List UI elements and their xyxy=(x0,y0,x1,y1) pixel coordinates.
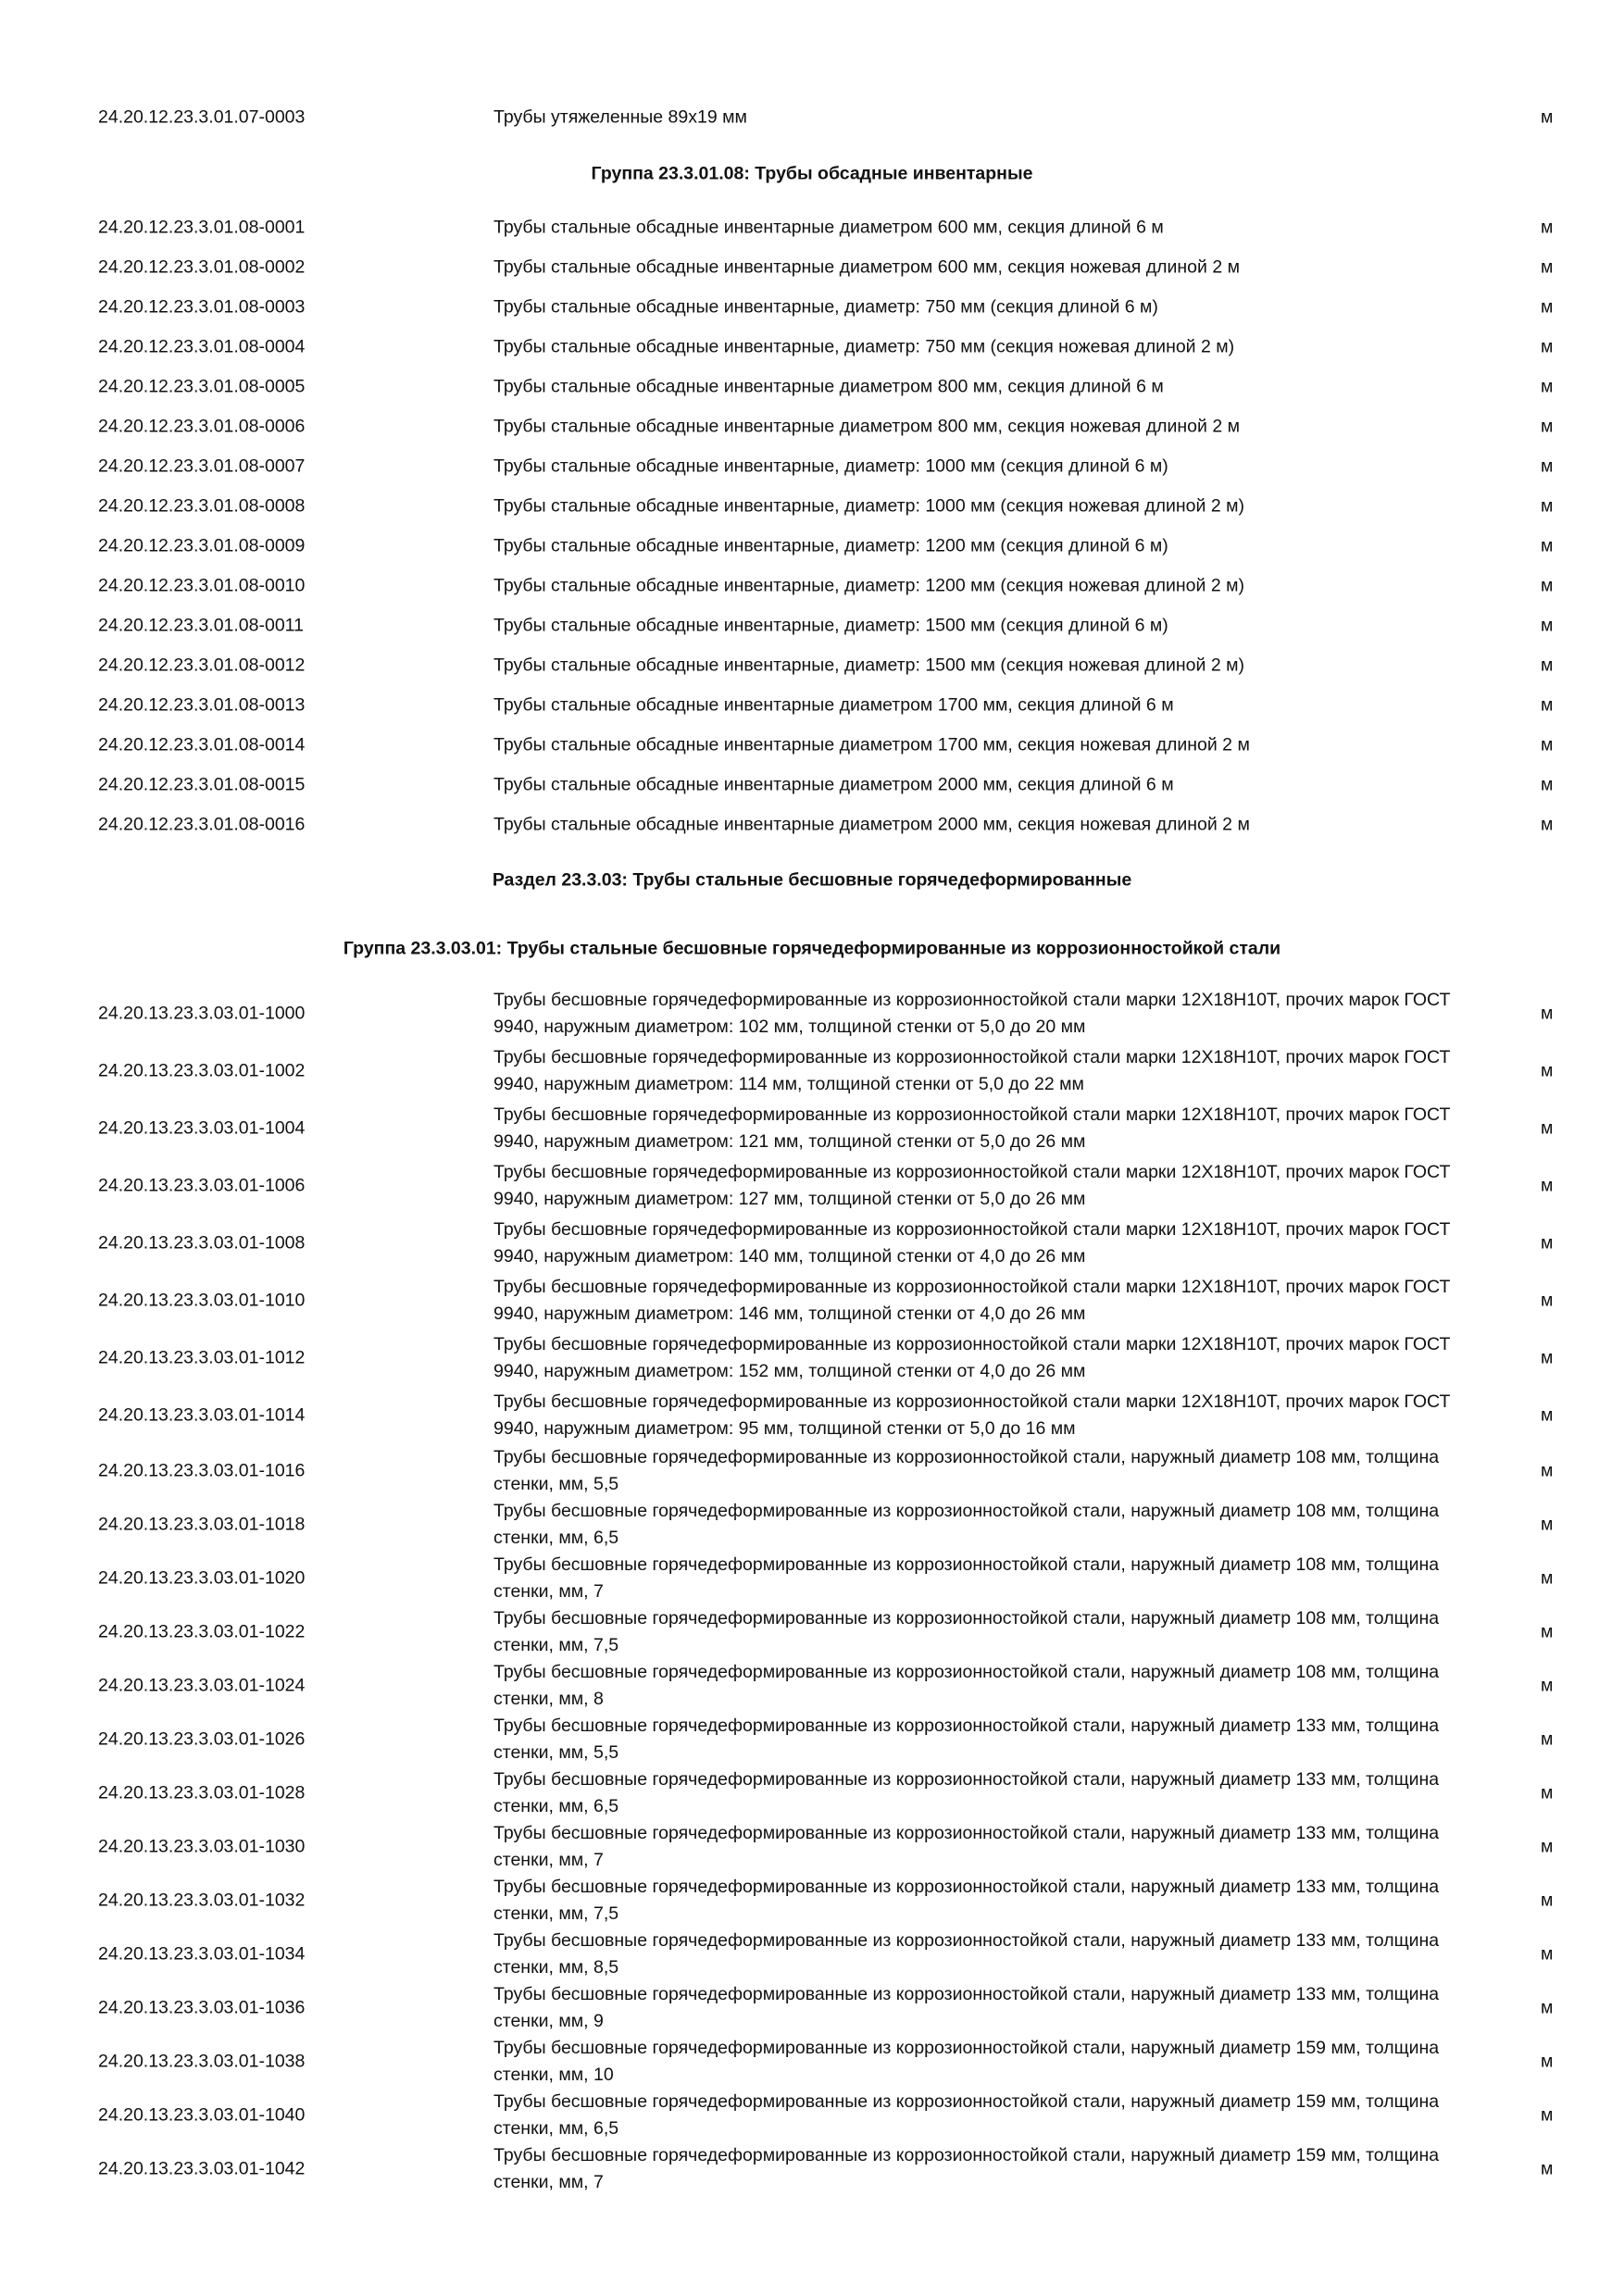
row-unit: м xyxy=(1541,1782,1554,1803)
table-row xyxy=(0,1605,1624,1659)
table-row xyxy=(0,987,1624,1041)
row-code: 24.20.12.23.3.01.08-0004 xyxy=(98,336,306,357)
row-unit: м xyxy=(1541,1404,1554,1426)
row-name: Трубы бесшовные горячедеформированные из коррозионностойкой стали, наружный диаметр 108 мм, толщина стенки, мм, 7,5 xyxy=(493,1608,1440,1655)
row-unit: м xyxy=(1541,376,1554,397)
row-code: 24.20.12.23.3.01.08-0001 xyxy=(98,217,306,238)
row-code: 24.20.12.23.3.01.08-0015 xyxy=(98,774,306,795)
table-row xyxy=(0,293,1624,321)
row-unit: м xyxy=(1541,734,1554,755)
row-unit: м xyxy=(1541,1890,1554,1911)
row-name: Трубы бесшовные горячедеформированные из коррозионностойкой стали марки 12Х18Н10Т, прочих марок ГОСТ 9940, наружным диаметром: 146 мм, толщиной стенки от 4,0 до 26 мм xyxy=(493,1277,1451,1324)
table-row xyxy=(0,453,1624,480)
row-code: 24.20.13.23.3.03.01-1006 xyxy=(98,1175,306,1196)
row-code: 24.20.13.23.3.03.01-1042 xyxy=(98,2158,306,2179)
row-unit: м xyxy=(1541,416,1554,437)
row-unit: м xyxy=(1541,694,1554,716)
row-name: Трубы утяжеленные 89х19 мм xyxy=(493,106,747,128)
group-heading-0108: Группа 23.3.01.08: Трубы обсадные инвентарные xyxy=(591,163,1033,184)
row-code: 24.20.13.23.3.03.01-1024 xyxy=(98,1675,306,1696)
row-unit: м xyxy=(1541,1347,1554,1368)
row-unit: м xyxy=(1541,535,1554,556)
row-code: 24.20.13.23.3.03.01-1004 xyxy=(98,1117,306,1139)
row-unit: м xyxy=(1541,106,1554,128)
row-code: 24.20.13.23.3.03.01-1022 xyxy=(98,1621,306,1642)
row-code: 24.20.12.23.3.01.08-0003 xyxy=(98,296,306,318)
row-unit: м xyxy=(1541,655,1554,676)
table-row xyxy=(0,104,1624,131)
table-row xyxy=(0,1874,1624,1928)
row-name: Трубы бесшовные горячедеформированные из коррозионностойкой стали, наружный диаметр 159 мм, толщина стенки, мм, 10 xyxy=(493,2038,1440,2085)
row-unit: м xyxy=(1541,814,1554,835)
row-code: 24.20.12.23.3.01.08-0016 xyxy=(98,814,306,835)
row-name: Трубы бесшовные горячедеформированные из коррозионностойкой стали, наружный диаметр 133 мм, толщина стенки, мм, 9 xyxy=(493,1984,1440,2031)
row-code: 24.20.13.23.3.03.01-1038 xyxy=(98,2051,306,2072)
table-row xyxy=(0,731,1624,759)
row-name: Трубы бесшовные горячедеформированные из коррозионностойкой стали марки 12Х18Н10Т, прочих марок ГОСТ 9940, наружным диаметром: 127 мм, толщиной стенки от 5,0 до 26 мм xyxy=(493,1162,1451,1209)
table-row xyxy=(0,1274,1624,1328)
row-code: 24.20.13.23.3.03.01-1008 xyxy=(98,1232,306,1254)
table-row xyxy=(0,1044,1624,1098)
row-code: 24.20.13.23.3.03.01-1020 xyxy=(98,1567,306,1589)
row-unit: м xyxy=(1541,1117,1554,1139)
row-name: Трубы бесшовные горячедеформированные из коррозионностойкой стали, наружный диаметр 133 мм, толщина стенки, мм, 7 xyxy=(493,1823,1440,1870)
row-code: 24.20.13.23.3.03.01-1040 xyxy=(98,2104,306,2126)
row-name: Трубы бесшовные горячедеформированные из коррозионностойкой стали, наружный диаметр 159 мм, толщина стенки, мм, 7 xyxy=(493,2145,1440,2192)
row-code: 24.20.12.23.3.01.08-0002 xyxy=(98,256,306,278)
row-name: Трубы стальные обсадные инвентарные, диаметр: 750 мм (секция ножевая длиной 2 м) xyxy=(493,336,1235,357)
row-code: 24.20.12.23.3.01.08-0012 xyxy=(98,655,306,676)
row-code: 24.20.13.23.3.03.01-1010 xyxy=(98,1290,306,1311)
row-code: 24.20.13.23.3.03.01-1000 xyxy=(98,1003,306,1024)
row-code: 24.20.12.23.3.01.08-0006 xyxy=(98,416,306,437)
row-code: 24.20.13.23.3.03.01-1002 xyxy=(98,1060,306,1081)
table-row xyxy=(0,254,1624,281)
table-row xyxy=(0,1820,1624,1874)
table-row xyxy=(0,572,1624,600)
row-unit: м xyxy=(1541,1232,1554,1254)
table-row xyxy=(0,1713,1624,1766)
row-unit: м xyxy=(1541,1460,1554,1481)
row-name: Трубы стальные обсадные инвентарные диаметром 1700 мм, секция ножевая длиной 2 м xyxy=(493,734,1250,755)
row-unit: м xyxy=(1541,455,1554,477)
table-row xyxy=(0,1928,1624,1981)
table-row xyxy=(0,1498,1624,1552)
table-row xyxy=(0,1981,1624,2035)
group-heading-230301: Группа 23.3.03.01: Трубы стальные бесшовные горячедеформированные из коррозионностойкой стали xyxy=(343,938,1281,959)
row-unit: м xyxy=(1541,1728,1554,1750)
table-row xyxy=(0,771,1624,799)
row-code: 24.20.12.23.3.01.08-0008 xyxy=(98,495,306,517)
row-code: 24.20.13.23.3.03.01-1016 xyxy=(98,1460,306,1481)
section-heading-2303: Раздел 23.3.03: Трубы стальные бесшовные горячедеформированные xyxy=(492,869,1132,891)
row-unit: м xyxy=(1541,2104,1554,2126)
row-name: Трубы стальные обсадные инвентарные, диаметр: 1200 мм (секция длиной 6 м) xyxy=(493,535,1168,556)
row-name: Трубы стальные обсадные инвентарные диаметром 600 мм, секция длиной 6 м xyxy=(493,217,1164,238)
row-name: Трубы бесшовные горячедеформированные из коррозионностойкой стали марки 12Х18Н10Т, прочих марок ГОСТ 9940, наружным диаметром: 121 мм, толщиной стенки от 5,0 до 26 мм xyxy=(493,1104,1451,1152)
row-code: 24.20.13.23.3.03.01-1014 xyxy=(98,1404,306,1426)
row-name: Трубы стальные обсадные инвентарные, диаметр: 1000 мм (секция длиной 6 м) xyxy=(493,455,1168,477)
row-name: Трубы бесшовные горячедеформированные из коррозионностойкой стали марки 12Х18Н10Т, прочих марок ГОСТ 9940, наружным диаметром: 95 мм, толщиной стенки от 5,0 до 16 мм xyxy=(493,1391,1451,1439)
row-unit: м xyxy=(1541,495,1554,517)
row-name: Трубы стальные обсадные инвентарные диаметром 800 мм, секция ножевая длиной 2 м xyxy=(493,416,1241,437)
row-name: Трубы бесшовные горячедеформированные из коррозионностойкой стали марки 12Х18Н10Т, прочих марок ГОСТ 9940, наружным диаметром: 152 мм, толщиной стенки от 4,0 до 26 мм xyxy=(493,1334,1451,1381)
table-row xyxy=(0,1217,1624,1270)
row-unit: м xyxy=(1541,336,1554,357)
row-unit: м xyxy=(1541,1997,1554,2018)
row-unit: м xyxy=(1541,615,1554,636)
row-unit: м xyxy=(1541,774,1554,795)
row-name: Трубы бесшовные горячедеформированные из коррозионностойкой стали марки 12Х18Н10Т, прочих марок ГОСТ 9940, наружным диаметром: 140 мм, толщиной стенки от 4,0 до 26 мм xyxy=(493,1219,1451,1267)
row-code: 24.20.12.23.3.01.08-0011 xyxy=(98,615,304,636)
table-row xyxy=(0,493,1624,520)
row-name: Трубы стальные обсадные инвентарные, диаметр: 1000 мм (секция ножевая длиной 2 м) xyxy=(493,495,1245,517)
row-code: 24.20.12.23.3.01.08-0007 xyxy=(98,455,306,477)
row-name: Трубы стальные обсадные инвентарные, диаметр: 750 мм (секция длиной 6 м) xyxy=(493,296,1158,318)
row-name: Трубы бесшовные горячедеформированные из коррозионностойкой стали, наружный диаметр 108 мм, толщина стенки, мм, 7 xyxy=(493,1554,1440,1602)
table-row xyxy=(0,612,1624,640)
row-name: Трубы стальные обсадные инвентарные, диаметр: 1500 мм (секция длиной 6 м) xyxy=(493,615,1168,636)
row-name: Трубы бесшовные горячедеформированные из коррозионностойкой стали, наружный диаметр 133 мм, толщина стенки, мм, 5,5 xyxy=(493,1716,1440,1763)
row-code: 24.20.13.23.3.03.01-1026 xyxy=(98,1728,306,1750)
row-unit: м xyxy=(1541,1567,1554,1589)
row-code: 24.20.12.23.3.01.08-0009 xyxy=(98,535,306,556)
table-row xyxy=(0,652,1624,680)
row-unit: м xyxy=(1541,2051,1554,2072)
table-row xyxy=(0,413,1624,441)
row-name: Трубы бесшовные горячедеформированные из коррозионностойкой стали марки 12Х18Н10Т, прочих марок ГОСТ 9940, наружным диаметром: 102 мм, толщиной стенки от 5,0 до 20 мм xyxy=(493,990,1451,1037)
row-code: 24.20.12.23.3.01.08-0010 xyxy=(98,575,306,596)
table-row xyxy=(0,1444,1624,1498)
row-name: Трубы стальные обсадные инвентарные, диаметр: 1200 мм (секция ножевая длиной 2 м) xyxy=(493,575,1245,596)
row-name: Трубы стальные обсадные инвентарные диаметром 800 мм, секция длиной 6 м xyxy=(493,376,1164,397)
row-name: Трубы бесшовные горячедеформированные из коррозионностойкой стали марки 12Х18Н10Т, прочих марок ГОСТ 9940, наружным диаметром: 114 мм, толщиной стенки от 5,0 до 22 мм xyxy=(493,1047,1451,1094)
row-unit: м xyxy=(1541,1675,1554,1696)
row-code: 24.20.13.23.3.03.01-1032 xyxy=(98,1890,306,1911)
table-row xyxy=(0,333,1624,361)
row-unit: м xyxy=(1541,296,1554,318)
table-row xyxy=(0,2089,1624,2142)
row-code: 24.20.12.23.3.01.07-0003 xyxy=(98,106,306,128)
row-unit: м xyxy=(1541,1836,1554,1857)
row-code: 24.20.12.23.3.01.08-0014 xyxy=(98,734,306,755)
row-code: 24.20.12.23.3.01.08-0005 xyxy=(98,376,306,397)
row-name: Трубы бесшовные горячедеформированные из коррозионностойкой стали, наружный диаметр 108 мм, толщина стенки, мм, 5,5 xyxy=(493,1447,1440,1494)
table-row xyxy=(0,373,1624,401)
row-unit: м xyxy=(1541,1943,1554,1965)
table-row xyxy=(0,532,1624,560)
row-name: Трубы бесшовные горячедеформированные из коррозионностойкой стали, наружный диаметр 133 мм, толщина стенки, мм, 7,5 xyxy=(493,1877,1440,1924)
row-unit: м xyxy=(1541,1175,1554,1196)
row-name: Трубы стальные обсадные инвентарные диаметром 1700 мм, секция длиной 6 м xyxy=(493,694,1174,716)
table-row xyxy=(0,1389,1624,1442)
table-row xyxy=(0,2035,1624,2089)
row-code: 24.20.13.23.3.03.01-1030 xyxy=(98,1836,306,1857)
row-unit: м xyxy=(1541,1290,1554,1311)
row-unit: м xyxy=(1541,256,1554,278)
row-unit: м xyxy=(1541,2158,1554,2179)
table-row xyxy=(0,1766,1624,1820)
table-row xyxy=(0,692,1624,719)
row-name: Трубы стальные обсадные инвентарные диаметром 600 мм, секция ножевая длиной 2 м xyxy=(493,256,1241,278)
row-name: Трубы стальные обсадные инвентарные диаметром 2000 мм, секция длиной 6 м xyxy=(493,774,1174,795)
table-row xyxy=(0,214,1624,242)
row-code: 24.20.13.23.3.03.01-1018 xyxy=(98,1514,306,1535)
row-name: Трубы бесшовные горячедеформированные из коррозионностойкой стали, наружный диаметр 133 мм, толщина стенки, мм, 6,5 xyxy=(493,1769,1440,1816)
row-unit: м xyxy=(1541,1003,1554,1024)
row-code: 24.20.13.23.3.03.01-1028 xyxy=(98,1782,306,1803)
table-row xyxy=(0,1331,1624,1385)
row-name: Трубы бесшовные горячедеформированные из коррозионностойкой стали, наружный диаметр 108 мм, толщина стенки, мм, 8 xyxy=(493,1662,1440,1709)
row-name: Трубы стальные обсадные инвентарные, диаметр: 1500 мм (секция ножевая длиной 2 м) xyxy=(493,655,1245,676)
row-unit: м xyxy=(1541,575,1554,596)
row-name: Трубы бесшовные горячедеформированные из коррозионностойкой стали, наружный диаметр 159 мм, толщина стенки, мм, 6,5 xyxy=(493,2091,1440,2139)
table-row xyxy=(0,1102,1624,1155)
row-unit: м xyxy=(1541,1514,1554,1535)
row-name: Трубы стальные обсадные инвентарные диаметром 2000 мм, секция ножевая длиной 2 м xyxy=(493,814,1250,835)
row-code: 24.20.12.23.3.01.08-0013 xyxy=(98,694,306,716)
row-unit: м xyxy=(1541,1060,1554,1081)
table-row xyxy=(0,1552,1624,1605)
row-unit: м xyxy=(1541,1621,1554,1642)
row-unit: м xyxy=(1541,217,1554,238)
table-row xyxy=(0,1159,1624,1213)
table-row xyxy=(0,1659,1624,1713)
table-row xyxy=(0,811,1624,839)
row-name: Трубы бесшовные горячедеформированные из коррозионностойкой стали, наружный диаметр 133 мм, толщина стенки, мм, 8,5 xyxy=(493,1930,1440,1978)
row-code: 24.20.13.23.3.03.01-1036 xyxy=(98,1997,306,2018)
row-code: 24.20.13.23.3.03.01-1034 xyxy=(98,1943,306,1965)
row-name: Трубы бесшовные горячедеформированные из коррозионностойкой стали, наружный диаметр 108 мм, толщина стенки, мм, 6,5 xyxy=(493,1501,1440,1548)
row-code: 24.20.13.23.3.03.01-1012 xyxy=(98,1347,306,1368)
table-row xyxy=(0,2142,1624,2196)
